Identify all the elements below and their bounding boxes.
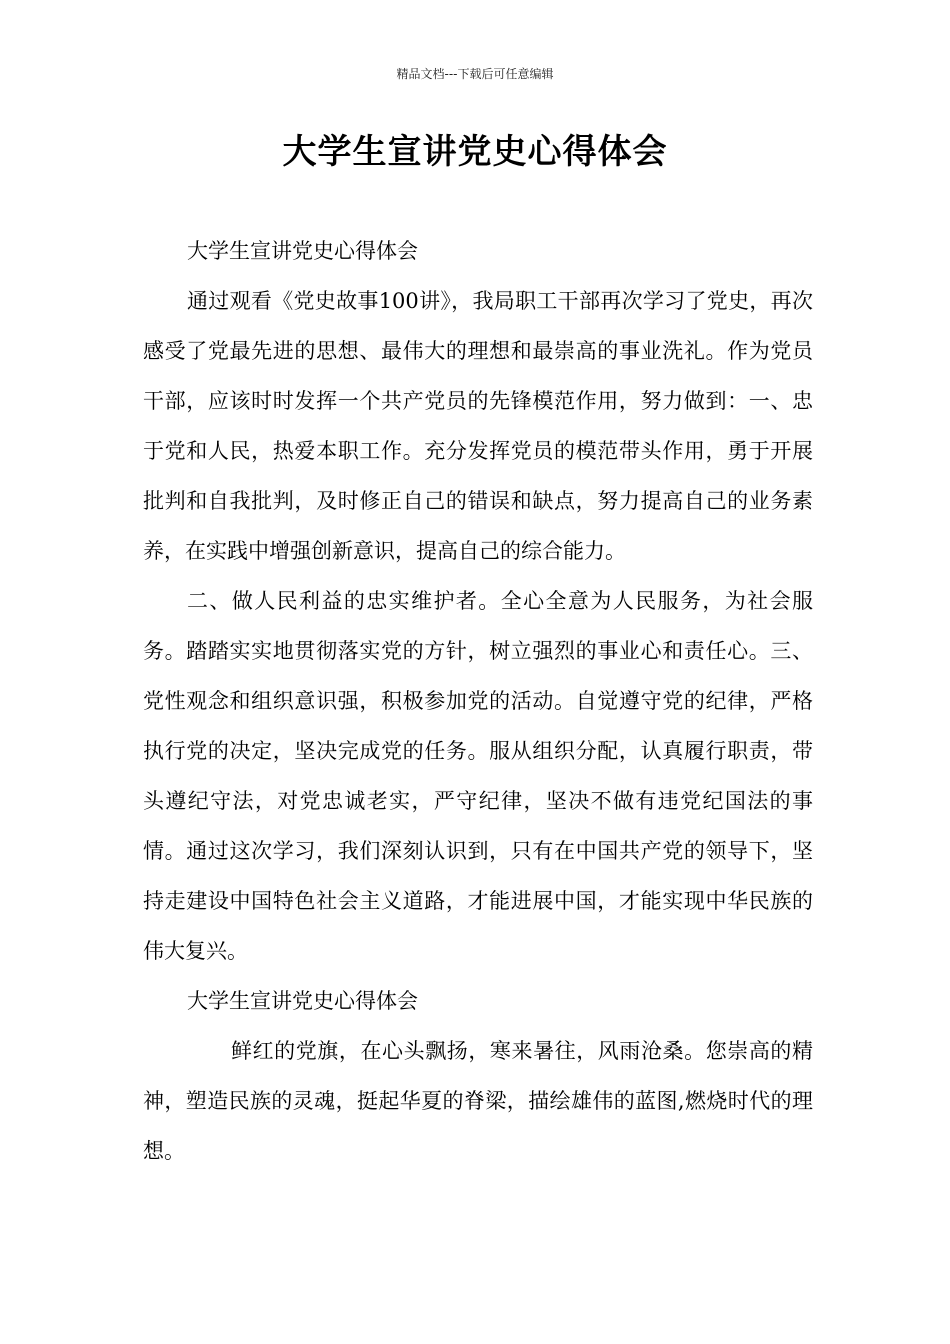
paragraph-second-point: 二、做人民利益的忠实维护者。全心全意为人民服务，为社会服务。踏踏实实地贯彻落实党的方针，树立强烈的事业心和责任心。三、党性观念和组织意识强，积极参加党的活动。自觉遵守党的纪律，严格执行党的决定，坚决完成党的任务。服从组织分配，认真履行职责，带头遵纪守法，对党忠诚老实，严守纪律，坚决不做有违党纪国法的事情。通过这次学习，我们深刻认识到，只有在中国共产党的领导下，坚持走建设中国特色社会主义道路，才能进展中国，才能实现中华民族的伟大复兴。 <box>143 589 813 963</box>
header-note: 精品文档---下载后可任意编辑 <box>396 67 554 81</box>
paragraph-subtitle-1: 大学生宣讲党史心得体会 <box>187 239 418 263</box>
paragraph-intro: 通过观看《党史故事100讲》，我局职工干部再次学习了党史，再次感受了党最先进的思想、最伟大的理想和最崇高的事业洗礼。作为党员干部，应该时时发挥一个共产党员的先锋模范作用，努力做到：一、忠于党和人民，热爱本职工作。充分发挥党员的模范带头作用，勇于开展批判和自我批判，及时修正自己的错误和缺点，努力提高自己的业务素养，在实践中增强创新意识，提高自己的综合能力。 <box>143 289 813 563</box>
paragraph-flag: 鲜红的党旗，在心头飘扬，寒来暑往，风雨沧桑。您崇高的精神，塑造民族的灵魂，挺起华夏的脊梁，描绘雄伟的蓝图,燃烧时代的理想。 <box>143 1039 813 1163</box>
paragraph-subtitle-2: 大学生宣讲党史心得体会 <box>187 989 418 1013</box>
document-title: 大学生宣讲党史心得体会 <box>282 132 668 172</box>
document-body <box>143 226 813 1176</box>
